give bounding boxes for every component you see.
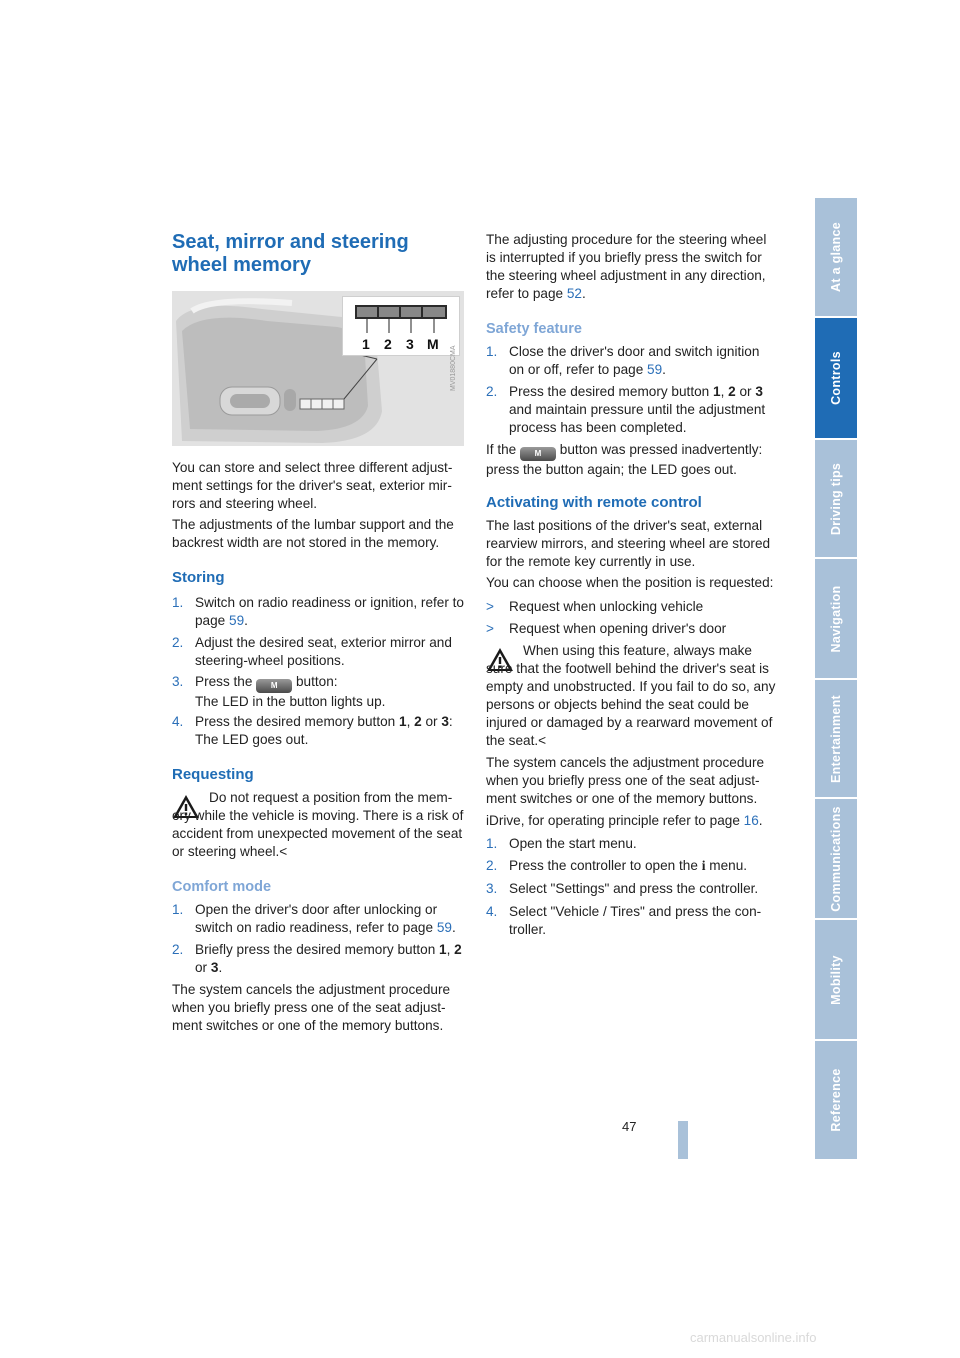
step-number: 1. xyxy=(172,595,184,610)
cancel-paragraph: The system cancels the adjustment procedure when you briefly press one of the seat adjust-ment switches or one of the memory buttons. xyxy=(486,755,765,806)
page-number: 47 xyxy=(622,1119,637,1134)
remote-heading: Activating with remote control xyxy=(486,494,702,511)
safety-heading: Safety feature xyxy=(486,321,582,337)
requesting-heading: Requesting xyxy=(172,766,254,783)
step-number: 2. xyxy=(172,635,184,650)
step-text-body: Press the controller to open the xyxy=(509,858,702,873)
button-number: 1 xyxy=(713,384,721,399)
memory-m-button-icon: M xyxy=(520,447,556,461)
intro-paragraph xyxy=(486,231,778,303)
step-text xyxy=(195,713,464,749)
button-number: 3 xyxy=(755,384,763,399)
page-link[interactable]: 59 xyxy=(647,362,663,377)
sidebar-tab[interactable] xyxy=(815,799,857,918)
step-text-end: . xyxy=(662,362,666,377)
sidebar-tab-label: Communications xyxy=(829,805,843,912)
page-link[interactable]: 59 xyxy=(436,920,452,935)
button-number: 1 xyxy=(439,942,447,957)
page-link[interactable]: 16 xyxy=(743,813,759,828)
step-text-body: Briefly press the desired memory button xyxy=(195,942,440,957)
step-text-body: Press the desired memory button xyxy=(195,714,399,729)
sidebar-tab-label: Controls xyxy=(829,351,843,405)
step-text: Open the start menu. xyxy=(509,836,637,851)
step-text xyxy=(509,343,778,379)
intro-body: The adjusting procedure for the steering wheel is interrupted if you briefly press the switch for the steering wheel adjustment in any direction, refer to page xyxy=(486,232,767,301)
sidebar-tab[interactable] xyxy=(815,559,857,678)
step-text-end: and maintain pressure until the adjustment process has been completed. xyxy=(509,402,766,435)
remote-paragraph: The last positions of the driver's seat, external rearview mirrors, and steering wheel are stored for the remote key currently in use. xyxy=(486,518,771,569)
step-text-end: . xyxy=(244,613,248,628)
button-number: 2 xyxy=(414,714,422,729)
intro-paragraph: You can store and select three different adjust-ment settings for the driver's seat, exterior mir-rors and steering wheel. xyxy=(172,460,453,511)
figure-label: 2 xyxy=(384,336,392,352)
idrive-paragraph xyxy=(486,812,778,830)
note-end: button was pressed inadvertently: press the button again; the LED goes out. xyxy=(486,442,763,477)
sidebar-tab-label: Reference xyxy=(829,1068,843,1132)
sidebar-tab-label: Navigation xyxy=(829,585,843,652)
warning-text xyxy=(172,789,464,861)
bullet-mark: > xyxy=(486,599,494,614)
info-menu-icon: i xyxy=(701,858,706,873)
step-text-body: Open the driver's door after unlocking or switch on radio readiness, refer to page xyxy=(195,902,438,935)
step-number: 2. xyxy=(172,942,184,957)
button-number: 2 xyxy=(454,942,462,957)
step-text-end: button: xyxy=(292,674,338,689)
step-text xyxy=(509,383,778,437)
figure-label: M xyxy=(427,336,439,352)
step-number: 2. xyxy=(486,858,498,873)
step-text xyxy=(195,901,464,937)
watermark: carmanualsonline.info xyxy=(690,1330,817,1345)
warning-body: When using this feature, always make sure that the footwell behind the driver's seat is empty and unobstructed. If you fail to do so, any persons or objects behind the seat could be injured or damaged by a rearward movement of the seat. xyxy=(486,643,776,748)
warning-body: Do not request a position from the mem-ory while the vehicle is moving. There is a risk of accident from unexpected movement of the seat or steering wheel. xyxy=(172,790,464,859)
step-text-line2: The LED in the button lights up. xyxy=(195,694,386,709)
step-text-body: Press the xyxy=(195,674,257,689)
step-number: 3. xyxy=(172,674,184,689)
idrive-end: . xyxy=(758,813,763,828)
figure-label: 3 xyxy=(406,336,414,352)
button-number: 3 xyxy=(210,960,219,975)
page-link[interactable]: 59 xyxy=(229,613,245,628)
intro-paragraph-2: The adjustments of the lumbar support and the backrest width are not stored in the memory. xyxy=(172,517,454,550)
step-text-end: . xyxy=(451,920,456,935)
separator: or xyxy=(735,384,756,399)
step-number: 1. xyxy=(486,344,498,359)
step-text xyxy=(195,941,464,977)
step-number: 4. xyxy=(172,714,184,729)
separator: : xyxy=(448,714,453,729)
sidebar-tab[interactable] xyxy=(815,318,857,438)
separator: . xyxy=(218,960,223,975)
button-number: 2 xyxy=(728,384,736,399)
bullet-mark: > xyxy=(486,621,494,636)
button-number: 1 xyxy=(399,714,407,729)
end-mark: < xyxy=(538,733,547,748)
sidebar-tab[interactable] xyxy=(815,920,857,1039)
step-text: Select "Vehicle / Tires" and press the con-troller. xyxy=(509,904,762,937)
sidebar-tab[interactable] xyxy=(815,680,857,797)
idrive-body: iDrive, for operating principle refer to page xyxy=(486,813,744,828)
step-text-end: menu. xyxy=(705,858,748,873)
step-number: 2. xyxy=(486,384,498,399)
step-number: 4. xyxy=(486,904,498,919)
cancel-paragraph: The system cancels the adjustment procedure when you briefly press one of the seat adjust-ment switches or one of the memory buttons. xyxy=(172,982,451,1033)
page-number-bar xyxy=(678,1121,688,1159)
remote-paragraph-2: You can choose when the position is requested: xyxy=(486,575,774,590)
bullet-text: Request when unlocking vehicle xyxy=(509,599,704,614)
intro-end: . xyxy=(581,286,586,301)
step-text-line2: The LED goes out. xyxy=(195,732,309,747)
end-mark: < xyxy=(279,844,288,859)
comfort-heading: Comfort mode xyxy=(172,879,272,895)
memory-m-button-icon: M xyxy=(256,679,292,693)
sidebar-tab-label: Mobility xyxy=(829,954,843,1005)
figure-label: 1 xyxy=(362,336,370,352)
step-text xyxy=(195,673,464,711)
note-body: If the xyxy=(486,442,521,457)
warning-text xyxy=(486,642,778,750)
step-text xyxy=(509,857,778,875)
sidebar-tab[interactable] xyxy=(815,440,857,557)
step-text: Select "Settings" and press the controller. xyxy=(509,881,759,896)
sidebar-tab-label: Entertainment xyxy=(829,694,843,783)
page-title: Seat, mirror and steering wheel memory xyxy=(172,231,409,276)
bullet-text: Request when opening driver's door xyxy=(509,621,727,636)
separator: , xyxy=(406,714,415,729)
step-text-body: Press the desired memory button xyxy=(509,384,713,399)
button-number: 3 xyxy=(441,714,449,729)
sidebar-tab-label: Driving tips xyxy=(829,462,843,535)
memory-buttons-callout xyxy=(342,296,460,356)
step-text-body: Close the driver's door and switch ignition on or off, refer to page xyxy=(509,344,760,377)
separator: or xyxy=(421,714,442,729)
separator: , xyxy=(720,384,729,399)
seat-memory-figure xyxy=(172,291,464,446)
separator: or xyxy=(195,960,211,975)
step-number: 1. xyxy=(486,836,498,851)
storing-heading: Storing xyxy=(172,569,225,586)
page-link[interactable]: 52 xyxy=(566,286,582,301)
sidebar-tab[interactable] xyxy=(815,1041,857,1159)
step-text: Adjust the desired seat, exterior mirror and steering-wheel positions. xyxy=(195,635,452,668)
step-number: 1. xyxy=(172,902,184,917)
figure-code: MV01880CMA xyxy=(450,345,457,391)
step-text-body: Switch on radio readiness or ignition, refer to page xyxy=(195,595,464,628)
inadvertent-note xyxy=(486,441,778,479)
sidebar-tab[interactable] xyxy=(815,198,857,316)
step-number: 3. xyxy=(486,881,498,896)
step-text xyxy=(195,594,464,630)
memory-buttons-diagram xyxy=(343,297,459,355)
separator: , xyxy=(446,942,455,957)
sidebar-tab-label: At a glance xyxy=(829,222,843,292)
